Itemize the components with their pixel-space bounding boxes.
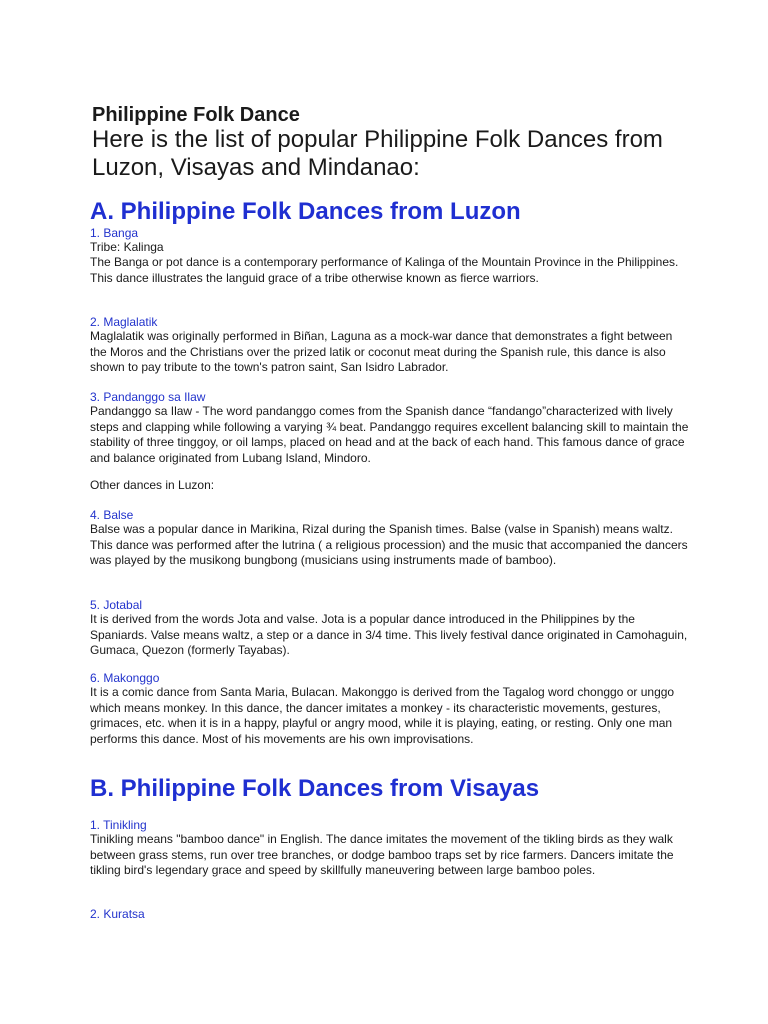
- dance-tribe-banga: Tribe: Kalinga: [90, 240, 164, 254]
- dance-title-kuratsa: 2. Kuratsa: [90, 907, 145, 921]
- dance-title-jotabal: 5. Jotabal: [90, 598, 143, 612]
- intro-text: Here is the list of popular Philippine Folk Dances from Luzon, Visayas and Mindanao:: [92, 126, 663, 181]
- dance-title-pandanggo: 3. Pandanggo sa Ilaw: [90, 390, 206, 404]
- document-title: Philippine Folk Dance: [92, 104, 300, 126]
- dance-description-pandanggo: Pandanggo sa Ilaw - The word pandanggo comes from the Spanish dance “fandango”characterized with lively steps and clapping while following a varying ¾ beat. Pandanggo requires excellent balancing skill to maintain the stability of three tinggoy, or oil lamps, placed on head and at the back of each hand. This famous dance of grace and balance originated from Lubang Island, Mindoro.: [90, 404, 689, 465]
- dance-description-banga: The Banga or pot dance is a contemporary performance of Kalinga of the Mountain Province in the Philippines. This dance illustrates the languid grace of a tribe otherwise known as fierce warriors.: [90, 255, 679, 285]
- other-dances-label: Other dances in Luzon:: [90, 478, 215, 492]
- section-heading-visayas: B. Philippine Folk Dances from Visayas: [90, 775, 540, 802]
- dance-description-maglalatik: Maglalatik was originally performed in Biñan, Laguna as a mock-war dance that demonstrates a fight between the Moros and the Christians over the prized latik or coconut meat during the Spanish rule, this dance is also shown to pay tribute to the town's patron saint, San Isidro Labrador.: [90, 329, 673, 374]
- dance-title-tinikling: 1. Tinikling: [90, 818, 147, 832]
- dance-title-banga: 1. Banga: [90, 226, 139, 240]
- dance-title-makonggo: 6. Makonggo: [90, 671, 160, 685]
- dance-description-balse: Balse was a popular dance in Marikina, Rizal during the Spanish times. Balse (valse in Spanish) means waltz. This dance was performed after the lutrina ( a religious procession) and the music that accompanied the dancers was played by the musikong bungbong (musicians using instruments made of bamboo).: [90, 522, 688, 567]
- dance-title-balse: 4. Balse: [90, 508, 134, 522]
- dance-description-jotabal: It is derived from the words Jota and valse. Jota is a popular dance introduced in the Philippines by the Spaniards. Valse means waltz, a step or a dance in 3/4 time. This lively festival dance originated in Camohaguin, Gumaca, Quezon (formerly Tayabas).: [90, 612, 688, 657]
- section-heading-luzon: A. Philippine Folk Dances from Luzon: [90, 198, 521, 225]
- dance-description-makonggo: It is a comic dance from Santa Maria, Bulacan. Makonggo is derived from the Tagalog word chonggo or unggo which means monkey. In this dance, the dancer imitates a monkey - its characteristic movements, gestures, grimaces, etc. when it is in a happy, playful or angry mood, while it is playing, eating, or resting. Only one man performs this dance. Most of his movements are his own improvisations.: [90, 685, 675, 746]
- dance-title-maglalatik: 2. Maglalatik: [90, 315, 158, 329]
- dance-description-tinikling: Tinikling means "bamboo dance" in English. The dance imitates the movement of the tikling birds as they walk between grass stems, run over tree branches, or dodge bamboo traps set by rice farmers. Dancers imitate the tikling bird's legendary grace and speed by skillfully maneuvering between large bamboo poles.: [90, 832, 674, 877]
